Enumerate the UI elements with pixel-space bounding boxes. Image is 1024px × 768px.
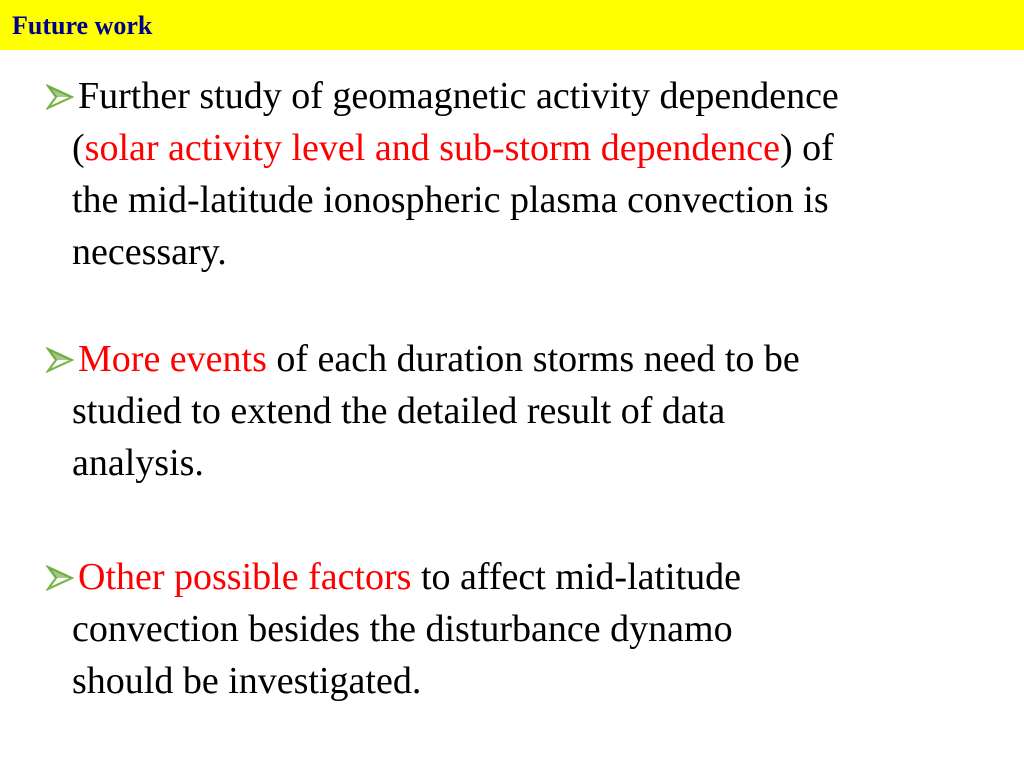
bullet-text: the mid-latitude ionospheric plasma convection is	[72, 179, 829, 221]
bullet-text: to affect mid-latitude	[411, 556, 742, 598]
bullet-line	[46, 122, 1006, 174]
bullet-item-3	[46, 551, 1006, 707]
arrowhead-bullet-icon	[46, 551, 78, 603]
arrowhead-bullet-icon	[46, 70, 78, 122]
bullet-text: analysis.	[72, 442, 204, 484]
bullet-text: (	[72, 127, 85, 169]
bullet-item-2	[46, 333, 1006, 489]
bullet-text: studied to extend the detailed result of data	[72, 390, 726, 432]
bullet-item-1	[46, 70, 1006, 278]
bullet-line	[46, 551, 1006, 603]
bullet-line	[46, 437, 1006, 489]
bullet-text: convection besides the disturbance dynamo	[72, 608, 733, 650]
bullet-line	[46, 333, 1006, 385]
highlighted-text: Other possible factors	[78, 556, 412, 598]
bullet-line	[46, 226, 1006, 278]
bullet-line	[46, 603, 1006, 655]
bullet-line	[46, 385, 1006, 437]
slide-title: Future work	[12, 11, 153, 40]
bullet-line	[46, 70, 1006, 122]
title-bar	[0, 0, 1024, 50]
bullet-text: of each duration storms need to be	[266, 338, 800, 380]
bullet-text: necessary.	[72, 231, 227, 273]
arrowhead-bullet-icon	[46, 333, 78, 385]
bullet-text: should be investigated.	[72, 660, 422, 702]
bullet-text: ) of	[780, 127, 834, 169]
bullet-text: Further study of geomagnetic activity dependence	[78, 75, 839, 117]
bullet-line	[46, 174, 1006, 226]
highlighted-text: solar activity level and sub-storm dependence	[84, 127, 781, 169]
bullet-line	[46, 655, 1006, 707]
highlighted-text: More events	[78, 338, 267, 380]
